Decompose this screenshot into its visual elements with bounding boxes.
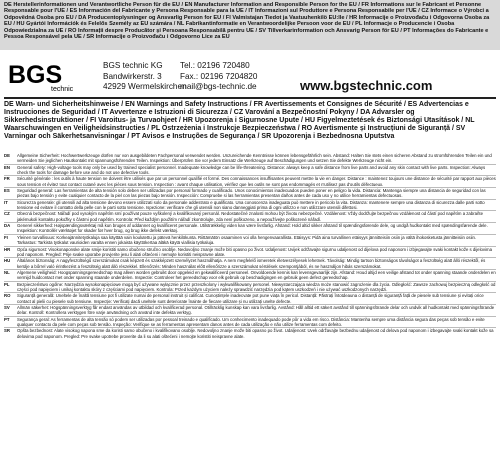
- company-street: Bandwirkerstr. 3: [103, 71, 162, 81]
- language-code: SR: [4, 328, 10, 334]
- warning-entry: [4, 153, 496, 164]
- warning-text: Általános biztonság: A nagyfeszültségű szerszámokat csak képzett és szakképzett személyzet használhatja. A nem megfelelő ismeretek életveszélyesek lehetnek. Távolság: Mindig tartson biztonságos távolságot a feszültség alatt álló részektől, és kerülje a bőrrel való érintkezést a feszültség alatt álló részekkel. Ellenőrzés: Minden használat előtt ellenőrizze a szerszámokat sérülések szempontjából, és ne használjon hibás szerszámokat.: [17, 258, 486, 269]
- warning-entry: [4, 327, 496, 339]
- warning-text: Generel sikkerhed: Højspændingsværktøj må kun bruges af uddannet og kvalificeret personale. Utilstrækkelig viden kan være livsfarlig. Afstand: Hold altid sikker afstand til spændingsførende dele, og undgå hudkontakt med spændingsførende dele. Inspektion: Kontrollér værktøjet for skader før hver brug, og brug ikke defekt værktøj.: [17, 223, 488, 234]
- language-code: FR: [4, 176, 10, 182]
- warning-entry: [4, 187, 496, 199]
- warning-text: Yleinen turvallisuus: Korkeajännitetyökaluja saa käyttää vain koulutettu ja pätevä henkilökunta. Riittämätön osaaminen voi olla hengenvaarallista. Etäisyys: Pidä aina turvallinen etäisyys jännitteisiin osiin ja vältä ihokosketusta jännitteisiin osiin. Tarkastus: Tarkista työkalut vaurioiden varalta ennen jokaista käyttökertaa äläkä käytä viallisia työkaluja.: [17, 234, 477, 246]
- language-code: EN: [4, 164, 10, 170]
- warning-entry: [4, 269, 496, 281]
- warning-text: Algemene veiligheid: Hoogspanningsgereedschap mag alleen worden gebruikt door opgeleid en gekwalificeerd personeel. Onvoldoende kennis kan levensgevaarlijk zijn. Afstand: Houd altijd een veilige afstand tot onder spanning staande onderdelen en vermijd huidcontact met onder spanning staande onderdelen. Inspectie: Controleer het gereedschap voor elk gebruik op beschadigingen en gebruik geen defect gereedschap.: [17, 269, 496, 281]
- company-name: BGS technic KG: [103, 61, 163, 70]
- warning-text: Obecná bezpečnost: Nářadí pod vysokým napětím smí používat pouze vyškolený a kvalifikovaný personál. Nedostatečné znalosti mohou být životu nebezpečné. Vzdálenost: Vždy dodržujte bezpečnou vzdálenost od částí pod napětím a zabraňte jakémukoli kontaktu pokožky s částmi pod napětím. Kontrola: Před každým použitím nářadí zkontrolujte, zda není poškozeno, a nepoužívejte poškozené nářadí.: [17, 211, 484, 222]
- warning-entry: [4, 246, 496, 258]
- warning-entry: [4, 164, 496, 176]
- language-code: FI: [4, 234, 8, 240]
- language-code: HR: [4, 246, 11, 252]
- contact-mail: mail@bgs-technic.de: [180, 82, 257, 91]
- language-code: PT: [4, 316, 10, 322]
- warnings-title: DE Warn- und Sicherheitshinweise / EN Warnings and Safety Instructions / FR Avertissements et Consignes de Sécurité / ES Advertencias e Instrucciones de Seguridad / IT Avvertenze e Istruzioni di Sicurezza / CZ Varování a Bezpečnostní Pokyny / DA Advarsler og Sikkerhedsinstruktioner / FI Varoitus- ja Turvaohjeet / HR Upozorenja i Sigurnosne Upute / HU Figyelmeztetések és Biztonsági Utasítások / NL Waarschuwingen en Veiligheidsinstructies / PL Ostrzeżenia i Instrukcje Bezpieczeństwa / RO Avertismente și Instrucțiuni de Siguranță / SV Varningar och Säkerhetsanvisningar / PT Avisos e Instruções de Segurança / SR Upozorenja i Bezbednosna Uputstva: [4, 101, 475, 140]
- bgs-technic-logo: [6, 57, 76, 95]
- language-code: DA: [4, 223, 11, 229]
- website-link[interactable]: www.bgstechnic.com: [300, 78, 433, 93]
- divider: [4, 97, 496, 99]
- warning-entry: [4, 316, 496, 328]
- warning-text: Segurança geral: As ferramentas de alta tensão só podem ser utilizadas por pessoal treinado e qualificado. Um conhecimento inadequado pode pôr a vida em risco. Distância: Mantenha sempre uma distância segura das peças sob tensão e evite qualquer contacto da pele com peças sob tensão. Inspeção: Verifique se as ferramentas apresentam danos antes de cada utilização e não utilize ferramentas com defeito.: [17, 316, 485, 327]
- warning-entry: [4, 281, 496, 293]
- contact-fax: Fax.: 02196 7204820: [180, 71, 258, 81]
- language-code: SV: [4, 304, 10, 310]
- warning-text: Allgemeine Sicherheit: Hochwertwerkzeuge dürfen nur von ausgebildeten Fachpersonal verwendet werden. Unzureichende Kenntnisse können lebensgefährlich sein. Abstand: Halten Sie stets einen sicheren Abstand zu stromführenden Teilen ein und vermeiden Sie jeglichen Hautkontakt mit spannungsführenden Teilen. Inspektion: Überprüfen Sie vor jedem Einsatz die Werkzeuge auf Beschädigungen und setzen Sie defekte Werkzeuge nicht ein.: [17, 153, 492, 164]
- language-code: PL: [4, 281, 10, 287]
- warning-entry: [4, 234, 496, 246]
- manufacturer-info-header: [0, 0, 500, 50]
- warning-text: Opšta bezbednost: Alate visokog napona sme da koristi samo obučeno i kvalifikovano osoblje. Nedovoljno znanje može biti opasno po život. Udaljenost: Uvek održavajte bezbednu udaljenost od delova pod naponom i izbegavajte svaki kontakt kože sa delovima pod naponom. Pregled: Pre svake upotrebe proverite da li su alati oštećeni i nemojte koristiti neispravne alate.: [17, 328, 494, 339]
- warning-entry: [4, 199, 496, 211]
- warning-text: General safety: High-voltage tools may only be used by trained specialist personnel. Inadequate knowledge can be life-threatening. Distance: always keep a safe distance from live parts and avoid any skin contact with live parts. Inspection: Always check the tools for damage before use and do not use defective tools.: [17, 164, 486, 176]
- warning-text: Opća sigurnost: Visokonaponske alate smije koristiti samo obučeno stručno osoblje. Nedovoljno znanje može biti opasno po život. Udaljenost: Uvijek održavajte sigurnu udaljenost od dijelova pod naponom i izbjegavajte svaki kontakt kože s dijelovima pod naponom. Pregled: Prije svake uporabe provjerite jesu li alati oštećeni i nemojte koristiti neispravne alate.: [17, 246, 492, 257]
- warning-text: Bezpieczeństwo ogólne: Narzędzia wysokonapięciowe mogą być używane wyłącznie przez przeszkolony i wykwalifikowany personel. Niewystarczająca wiedza może stanowić zagrożenie dla życia. Odległość: Zawsze zachowuj bezpieczną odległość od części pod napięciem i unikaj kontaktu skóry z częściami pod napięciem. Kontrola: Przed każdym użyciem należy sprawdzić narzędzia pod kątem uszkodzeń i nie używać uszkodzonych narzędzi.: [17, 281, 496, 292]
- language-code: RO: [4, 293, 11, 299]
- warning-text: Seguridad general: Las herramientas de alta tensión solo deben ser utilizadas por personal formado y cualificado. Unos conocimientos inadecuados pueden poner en peligro la vida. Distancia: Mantenga siempre una distancia de seguridad con las piezas bajo tensión y evite cualquier contacto de la piel con las piezas bajo tensión. Inspección: Compruebe si las herramientas presentan daños antes de cada uso y no utilice herramientas defectuosas.: [17, 188, 486, 199]
- language-code: ES: [4, 188, 10, 194]
- warning-entry: [4, 222, 496, 234]
- warning-text: Sécurité générale : les outils à haute tension ne doivent être utilisés que par un personnel qualifié et formé. Des connaissances insuffisantes peuvent mettre la vie en danger. Distance : maintenez toujours une distance de sécurité par rapport aux pièces sous tension et évitez tout contact cutané avec les pièces sous tension. Inspection : avant chaque utilisation, vérifiez que les outils ne sont pas endommagés et n'utilisez pas d'outils défectueux.: [17, 176, 496, 187]
- warning-entry: [4, 210, 496, 222]
- language-code: DE: [4, 153, 10, 158]
- language-code: IT: [4, 199, 8, 205]
- warning-entry: [4, 304, 496, 316]
- warning-text: Siguranță generală: Uneltele de înaltă tensiune pot fi utilizate numai de personal instruit și calificat. Cunoștințele inadecvate pot pune viața în pericol. Distanță: Păstrați întotdeauna o distanță de siguranță față de piesele sub tensiune și evitați orice contact al pielii cu piesele sub tensiune. Inspecție: Verificați dacă uneltele sunt deteriorate înainte de fiecare utilizare și nu utilizați unelte defecte.: [17, 293, 484, 304]
- language-code: CZ: [4, 211, 10, 217]
- logo-text: BGS: [8, 61, 63, 89]
- contact-info: [180, 61, 257, 93]
- logo-suffix: technic: [51, 86, 74, 93]
- warning-entry: [4, 292, 496, 304]
- warning-text: Allmän säkerhet: Högspänningsverktyg får endast användas av utbildad och kvalificerad personal. Otillräcklig kunskap kan vara livsfarlig. Avstånd: Håll alltid ett säkert avstånd till spänningsförande delar och undvik all hudkontakt med spänningsförande delar. Kontroll: Kontrollera verktygen före varje användning och använd inte defekta verktyg.: [17, 304, 495, 316]
- language-code: HU: [4, 258, 11, 264]
- contact-tel: Tel.: 02196 720480: [180, 61, 250, 70]
- company-city: 42929 Wermelskirchen: [103, 82, 187, 91]
- warning-entries: [4, 153, 496, 339]
- warning-entry: [4, 257, 496, 269]
- warning-text: Sicurezza generale: gli utensili ad alta tensione devono essere utilizzati solo da personale addestrato e qualificato. Una conoscenza inadeguata può mettere in pericolo la vita. Distanza: mantenere sempre una distanza di sicurezza dalle parti sotto tensione ed evitare il contatto della pelle con le parti sotto tensione. Ispezione: verificare che gli utensili non siano danneggiati prima di ogni utilizzo e non utilizzare utensili difettosi.: [17, 199, 485, 211]
- company-address: [103, 61, 187, 93]
- language-code: NL: [4, 269, 10, 275]
- warning-entry: [4, 175, 496, 187]
- manufacturer-info-title: DE Herstellerinformationen und Verantwortliche Person für die EU / EN Manufacturer Information and Responsible Person for the EU / FR Informations sur le Fabricant et Personne Responsable pour l'UE / ES Información del Fabricante y Persona Responsable para la UE / IT Informazioni sul Produttore e Persona Responsabile per l'UE / CZ Informace o Výrobci a Odpovědná Osoba pro EU / DA Producentoplysninger og Ansvarlig Person for EU / FI Valmistajan Tiedot ja Vastuuhenkilö EU:lle / HR Informacije o Proizvođaču i Odgovorna Osoba za EU / HU Gyártói Információk és Felelős Személy az EU számára / NL Fabrikantinformatie en Verantwoordelijke Persoon voor de EU / PL Informacje o Producencie i Osoba Odpowiedzialna za UE / RO Informații despre Producător și Persoana Responsabilă pentru UE / SV Tillverkarinformation och Ansvarig Person för EU / PT Informações do Fabricante e Pessoa Responsável pela UE / SR Informacije o Proizvođaču i Odgovorno Lice za EU: [4, 2, 490, 41]
